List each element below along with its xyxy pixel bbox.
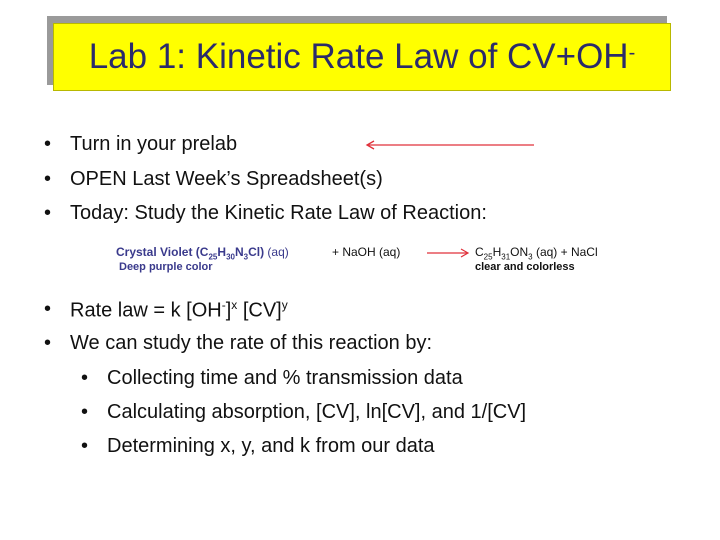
el: H [492, 245, 502, 259]
cv-note: Deep purple color [119, 261, 213, 273]
rl: [CV] [237, 299, 282, 322]
title-text: Lab 1: Kinetic Rate Law of CV+OH [88, 37, 629, 76]
slide-title [53, 23, 671, 91]
el: Cl) [248, 245, 265, 259]
bullet-5 [44, 332, 433, 355]
bullet-text: Today: Study the Kinetic Rate Law of Reaction: [70, 202, 487, 224]
bullet-rate-law [44, 298, 288, 323]
product [475, 245, 598, 261]
el: C [475, 245, 484, 259]
el: H [217, 245, 227, 259]
reactant [116, 245, 289, 261]
el: N [234, 245, 244, 259]
bullet-text: Turn in your prelab [70, 133, 238, 155]
sub: 30 [226, 252, 235, 262]
el: ON [510, 245, 529, 259]
bullet-dot: • [44, 133, 52, 155]
sub: 3 [528, 252, 533, 262]
cv-formula: Crystal Violet (C [116, 245, 209, 259]
sub-bullet-2 [81, 401, 527, 424]
bullet-dot: • [81, 401, 89, 423]
bullet-1 [44, 133, 238, 156]
sub: 3 [243, 252, 249, 262]
bullet-text: Collecting time and % transmission data [107, 367, 463, 389]
rl: Rate law = k [OH [70, 299, 222, 322]
sub-bullet-1 [81, 367, 463, 390]
sub-bullet-3 [81, 435, 435, 458]
naoh: + NaOH (aq) [332, 245, 401, 259]
bullet-dot: • [81, 367, 89, 389]
sub: 31 [501, 252, 511, 262]
bullet-dot: • [44, 202, 52, 224]
el: (aq) + NaCl [532, 245, 598, 259]
bullet-text: We can study the rate of this reaction by: [70, 332, 433, 354]
sub: 25 [483, 252, 493, 262]
bullet-2 [44, 168, 383, 191]
bullet-3 [44, 202, 487, 225]
bullet-dot: • [81, 435, 89, 457]
sup: x [231, 298, 238, 312]
product-note: clear and colorless [475, 261, 575, 273]
rl: ] [225, 299, 232, 322]
pointer-arrow-icon [360, 138, 540, 152]
reaction-arrow-icon [425, 247, 471, 259]
sup: y [281, 298, 288, 312]
sup: - [221, 298, 226, 312]
bullet-dot: • [44, 332, 52, 354]
bullet-dot: • [44, 298, 52, 320]
bullet-dot: • [44, 168, 52, 190]
aq: (aq) [264, 245, 289, 259]
title-sup: - [628, 41, 636, 64]
bullet-text: OPEN Last Week’s Spreadsheet(s) [70, 168, 383, 190]
sub: 25 [208, 252, 218, 262]
bullet-text: Calculating absorption, [CV], ln[CV], and 1/[CV] [107, 401, 527, 423]
bullet-text: Determining x, y, and k from our data [107, 435, 435, 457]
